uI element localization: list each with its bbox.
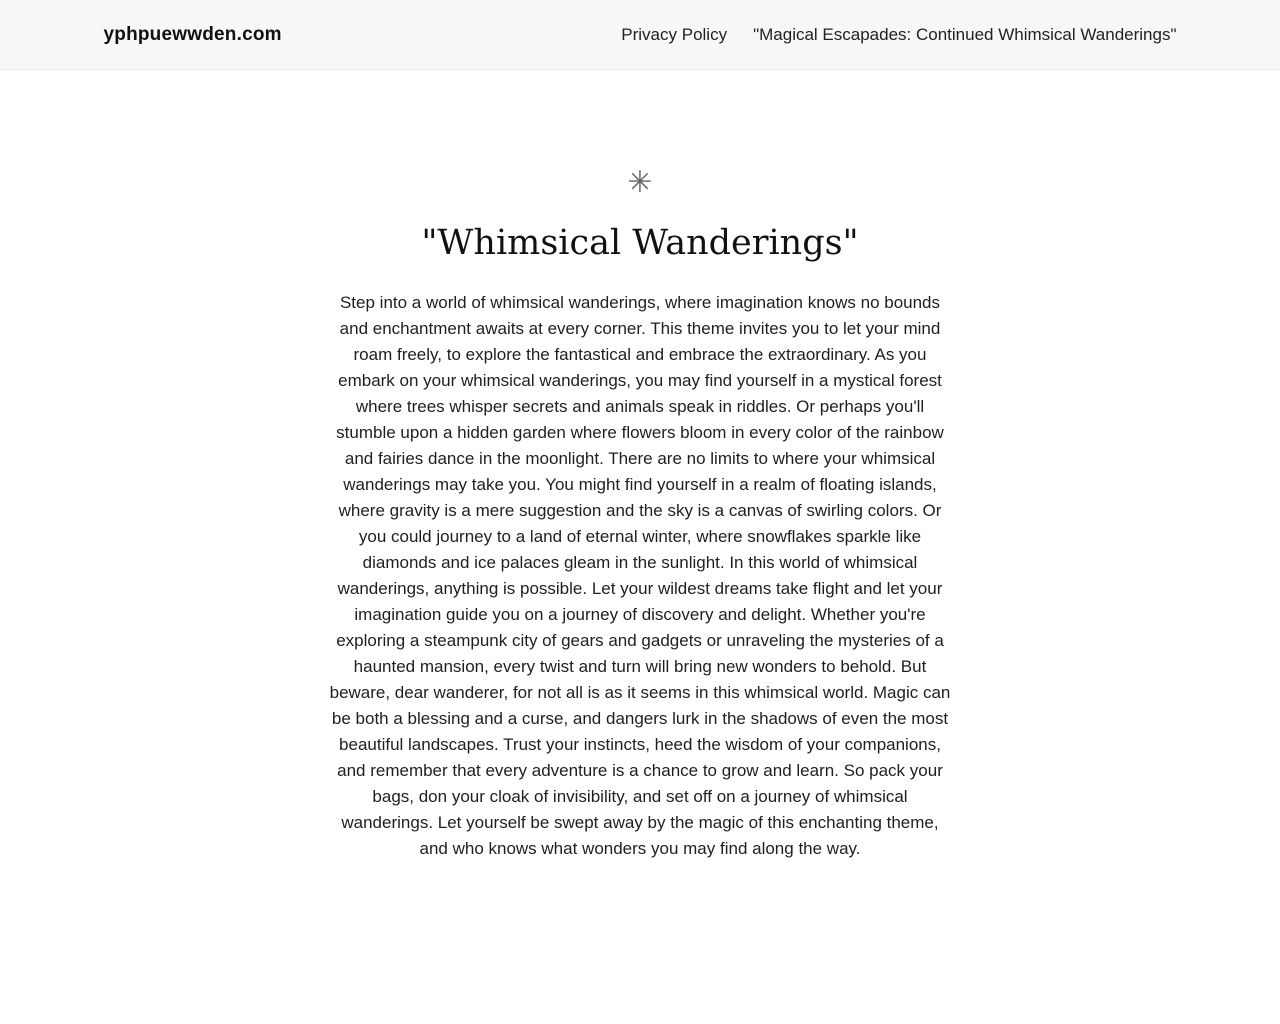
page-title: "Whimsical Wanderings"	[421, 223, 859, 263]
site-header	[0, 0, 1280, 70]
site-title[interactable]: yphpuewwden.com	[103, 23, 282, 45]
main-content	[0, 70, 1280, 862]
header-container	[103, 0, 1178, 69]
article-body-text: Step into a world of whimsical wanderings, where imagination knows no bounds and enchantment awaits at every corner. This theme invites you to let your mind roam freely, to explore the fantastical and embrace the extraordinary. As you embark on your whimsical wanderings, you may find yourself in a mystical forest where trees whisper secrets and animals speak in riddles. Or perhaps you'll stumble upon a hidden garden where flowers bloom in every color of the rainbow and fairies dance in the moonlight. There are no limits to where your whimsical wanderings may take you. You might find yourself in a realm of floating islands, where gravity is a mere suggestion and the sky is a canvas of swirling colors. Or you could journey to a land of eternal winter, where snowflakes sparkle like diamonds and ice palaces gleam in the sunlight. In this world of whimsical wanderings, anything is possible. Let your wildest dreams take flight and let your imagination guide you on a journey of discovery and delight. Whether you're exploring a steampunk city of gears and gadgets or unraveling the mysteries of a haunted mansion, every twist and turn will bring new wonders to behold. But beware, dear wanderer, for not all is as it seems in this whimsical world. Magic can be both a blessing and a curse, and dangers lurk in the shadows of even the most beautiful landscapes. Trust your instincts, heed the wisdom of your companions, and remember that every adventure is a chance to grow and learn. So pack your bags, don your cloak of invisibility, and set off on a journey of whimsical wanderings. Let yourself be swept away by the magic of this enchanting theme, and who knows what wonders you may find along the way.	[329, 293, 951, 858]
asterisk-ornament-icon: ✳	[627, 165, 653, 200]
nav-privacy-policy-link[interactable]: Privacy Policy	[621, 24, 728, 44]
nav-article-link[interactable]: "Magical Escapades: Continued Whimsical Wanderings"	[753, 24, 1177, 44]
header-nav	[621, 25, 1176, 45]
